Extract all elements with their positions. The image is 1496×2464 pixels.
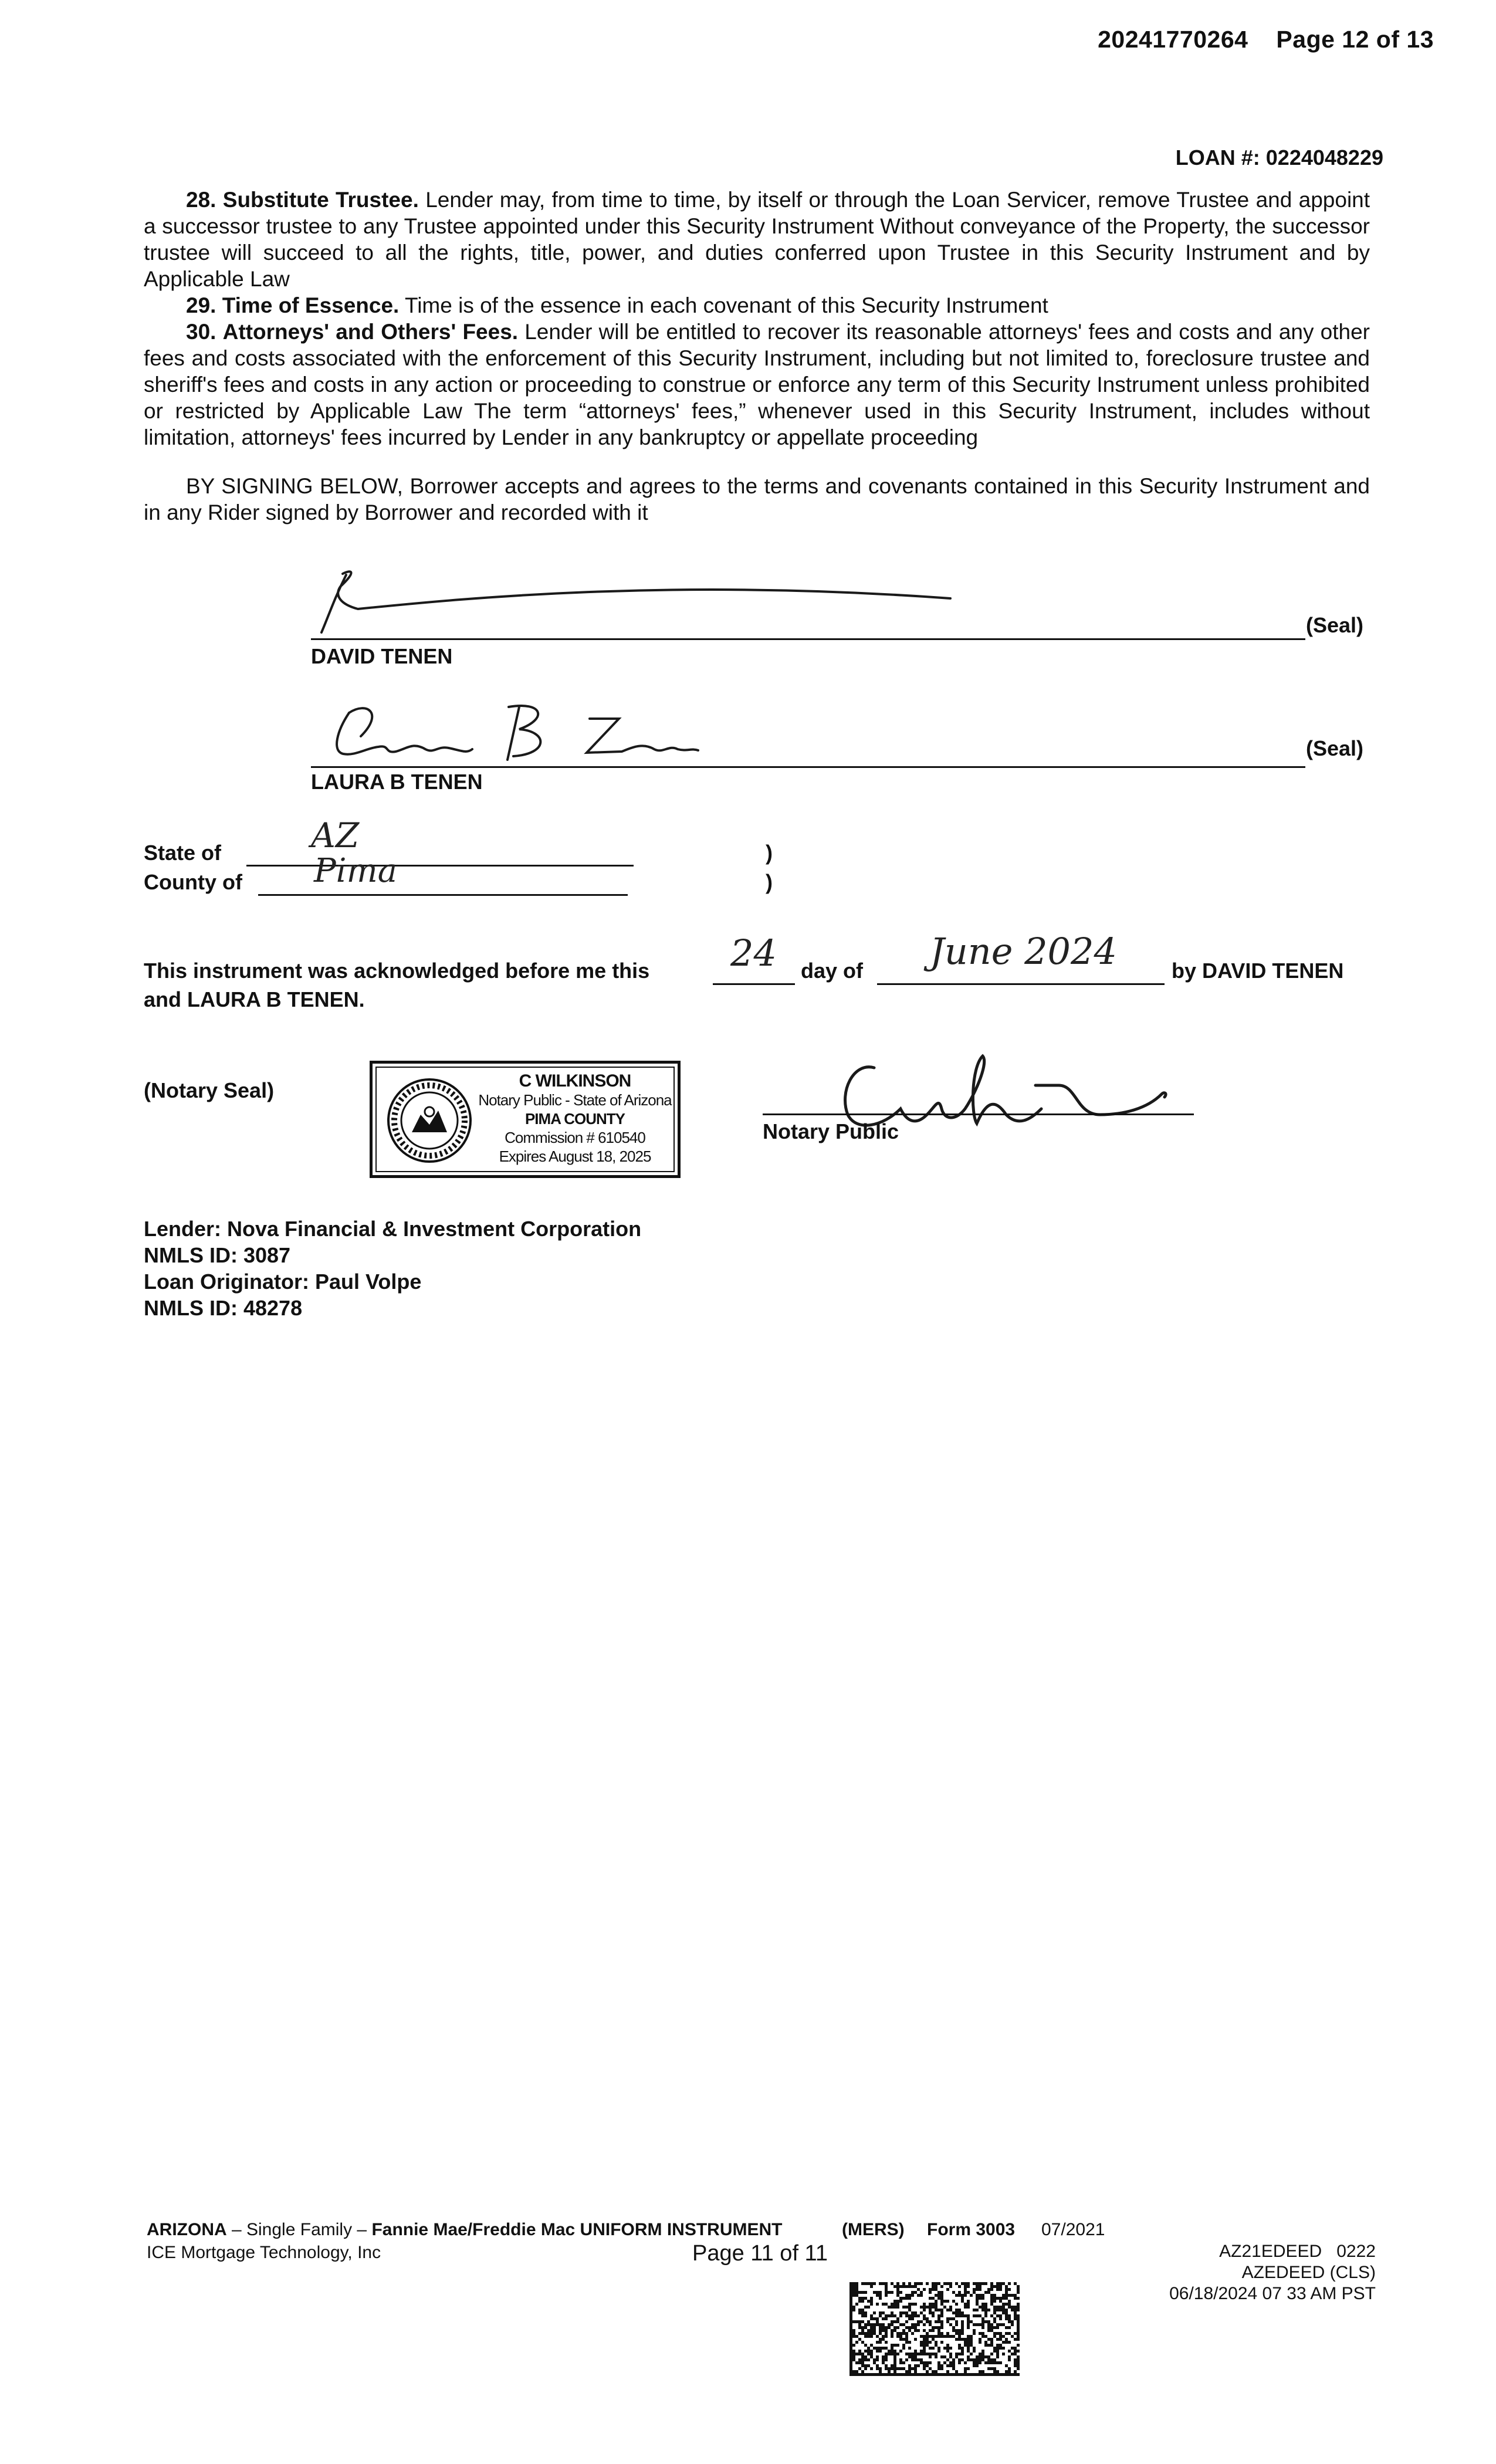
footer-page: Page 11 of 11	[692, 2241, 828, 2266]
seal-label-1: (Seal)	[1306, 613, 1364, 637]
signature-line-2	[311, 766, 1305, 768]
state-line	[246, 865, 634, 867]
county-line	[258, 894, 628, 896]
section-text: Time is of the essence in each covenant of this Security Instrument	[404, 293, 1048, 317]
acknowledgment-line-2: and LAURA B TENEN.	[144, 987, 365, 1011]
section-28	[144, 187, 1370, 292]
notary-signature-line	[763, 1113, 1194, 1115]
stamp-name: C WILKINSON	[519, 1071, 631, 1091]
section-30	[144, 319, 1370, 451]
footer-form-date: 07/2021	[1041, 2220, 1105, 2239]
acknowledgment-month: June 2024	[930, 930, 1117, 973]
section-number: 28.	[186, 188, 216, 212]
lender-nmls: NMLS ID: 3087	[144, 1243, 291, 1267]
section-text: Lender may, from time to time, by itself or through the Loan Servicer, remove Trustee and appoint a successor trustee to any Trustee appointed under this Security Instrument Without conveyance of the Property, the successor trustee will succeed to all the rights, title, power, and duties conferred upon Trustee in this Security Instrument and by Applicable Law	[144, 188, 1370, 291]
notary-seal-label: (Notary Seal)	[144, 1078, 275, 1102]
borrower-name-1: DAVID TENEN	[311, 644, 453, 668]
county-bracket: )	[766, 870, 773, 894]
footer-codes	[1169, 2241, 1376, 2304]
state-label: State of	[144, 841, 222, 865]
originator-nmls: NMLS ID: 48278	[144, 1296, 303, 1320]
barcode-icon	[849, 2282, 1020, 2376]
acknowledgment-by: by DAVID TENEN	[1172, 959, 1344, 983]
footer-vendor: ICE Mortgage Technology, Inc	[147, 2243, 381, 2262]
lender-info	[144, 1216, 641, 1321]
footer-code-1: AZ21EDEED	[1219, 2242, 1322, 2261]
month-line	[877, 983, 1165, 985]
laura-tenen-signature	[326, 695, 701, 771]
loan-number: LOAN #: 0224048229	[1175, 145, 1383, 170]
footer-timestamp: 06/18/2024 07 33 AM PST	[1169, 2284, 1376, 2303]
footer-form-line	[147, 2220, 783, 2240]
signature-line-1	[311, 638, 1305, 640]
stamp-expiry: Expires August 18, 2025	[499, 1148, 651, 1165]
stamp-commission: Commission # 610540	[505, 1129, 645, 1146]
stamp-county: PIMA COUNTY	[524, 1110, 625, 1128]
notary-stamp	[370, 1061, 681, 1178]
page-label: Page 12 of 13	[1276, 26, 1434, 53]
acknowledgment-day-of: day of	[801, 959, 864, 983]
arizona-state-seal-icon	[385, 1077, 473, 1165]
footer-desc-b: Fannie Mae/Freddie Mac UNIFORM INSTRUMENT	[371, 2220, 783, 2239]
covenant-sections	[144, 187, 1370, 451]
footer-code-3: AZEDEED (CLS)	[1241, 2263, 1376, 2282]
section-29	[144, 292, 1370, 319]
footer-desc-a: – Single Family –	[226, 2220, 372, 2239]
signing-statement	[144, 473, 1370, 526]
county-value: Pima	[314, 852, 398, 890]
notary-title: Notary Public	[763, 1119, 899, 1143]
footer-form-number: Form 3003	[927, 2220, 1016, 2239]
day-line	[713, 983, 795, 985]
loan-originator: Loan Originator: Paul Volpe	[144, 1270, 422, 1294]
notary-stamp-text	[475, 1072, 675, 1166]
david-tenen-signature	[317, 563, 1021, 639]
document-number: 20241770264	[1098, 26, 1248, 53]
section-number: 29.	[186, 293, 216, 317]
section-title: Attorneys' and Others' Fees.	[222, 320, 519, 344]
county-label: County of	[144, 870, 242, 894]
seal-label-2: (Seal)	[1306, 736, 1364, 760]
section-number: 30.	[186, 320, 216, 344]
footer-code-2: 0222	[1336, 2242, 1376, 2261]
document-header	[1098, 26, 1434, 53]
state-bracket: )	[766, 841, 773, 865]
footer-state: ARIZONA	[147, 2220, 227, 2239]
section-text: Lender will be entitled to recover its reasonable attorneys' fees and costs and any other fees and costs associated with the enforcement of this Security Instrument, including but not limited to, foreclosure trustee and sheriff's fees and costs in any action or proceeding to construe or enforce any term of this Security Instrument unless prohibited or restricted by Applicable Law The term “attorneys' fees,” whenever used in this Security Instrument, includes without limitation, attorneys' fees incurred by Lender in any bankruptcy or appellate proceeding	[144, 320, 1370, 449]
stamp-title: Notary Public - State of Arizona	[478, 1091, 672, 1109]
section-title: Time of Essence.	[222, 293, 400, 317]
borrower-name-2: LAURA B TENEN	[311, 770, 483, 794]
acknowledgment-prefix: This instrument was acknowledged before me this	[144, 959, 650, 983]
lender-name: Lender: Nova Financial & Investment Corporation	[144, 1217, 642, 1241]
footer-mers: (MERS)	[842, 2220, 905, 2239]
signing-statement-text: BY SIGNING BELOW, Borrower accepts and agrees to the terms and covenants contained in this Security Instrument and in any Rider signed by Borrower and recorded with it	[144, 474, 1370, 524]
acknowledgment-day: 24	[730, 932, 777, 974]
section-title: Substitute Trustee.	[222, 188, 419, 212]
state-value: AZ	[311, 815, 360, 855]
